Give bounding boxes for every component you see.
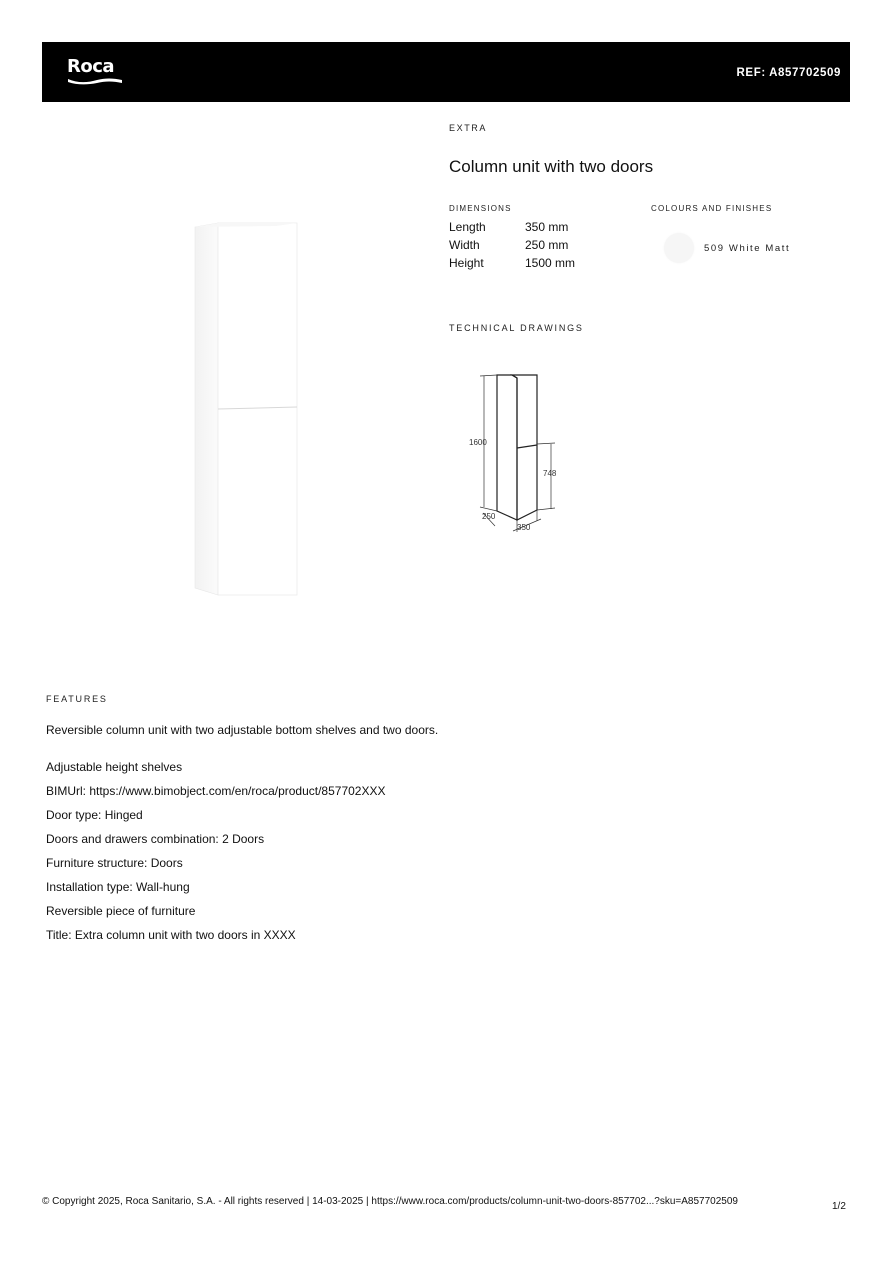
drawing-depth-label: 250 [482,512,496,521]
features-intro: Reversible column unit with two adjustable bottom shelves and two doors. [46,723,439,737]
technical-drawings-label: TECHNICAL DRAWINGS [449,323,584,333]
footer-copyright: © Copyright 2025, Roca Sanitario, S.A. - All rights reserved | 14-03-2025 | https://www.roca.com/products/column-unit-two-doors-857702...?sku=A857702509 [42,1196,738,1207]
product-title: Column unit with two doors [449,157,654,176]
feature-item: Door type: Hinged [46,808,143,822]
finish-item [664,233,790,263]
dimension-name: Width [449,238,480,252]
finishes-label: COLOURS AND FINISHES [651,204,773,213]
product-brand: EXTRA [449,123,488,133]
finish-label: 509 White Matt [704,242,791,254]
dimension-name: Height [449,256,484,270]
product-image [190,220,300,598]
page-header [42,42,850,102]
drawing-height-label: 1600 [469,438,487,447]
feature-item: Title: Extra column unit with two doors in XXXX [46,928,296,942]
color-swatch [664,233,694,263]
drawing-door-label: 748 [543,469,557,478]
page-number: 1/2 [832,1201,846,1212]
dimension-value: 1500 mm [525,256,576,270]
dimensions-table [449,218,575,272]
roca-logo [67,58,123,86]
feature-item: BIMUrl: https://www.bimobject.com/en/roca/product/857702XXX [46,784,386,798]
technical-drawing [465,365,575,540]
dimension-name: Length [449,220,486,234]
dimension-row [449,236,575,254]
features-label: FEATURES [46,694,108,704]
logo-text: Roca [67,56,115,77]
features-list [46,760,386,952]
dimension-value: 250 mm [525,238,569,252]
feature-item: Doors and drawers combination: 2 Doors [46,832,265,846]
feature-item: Furniture structure: Doors [46,856,183,870]
dimension-row [449,254,575,272]
dimensions-label: DIMENSIONS [449,204,512,213]
feature-item: Adjustable height shelves [46,760,183,774]
dimension-row [449,218,575,236]
drawing-width-label: 350 [517,523,531,532]
feature-item: Reversible piece of furniture [46,904,196,918]
logo-wave-icon [67,77,123,85]
dimension-value: 350 mm [525,220,569,234]
feature-item: Installation type: Wall-hung [46,880,190,894]
product-reference: REF: A857702509 [736,67,841,79]
